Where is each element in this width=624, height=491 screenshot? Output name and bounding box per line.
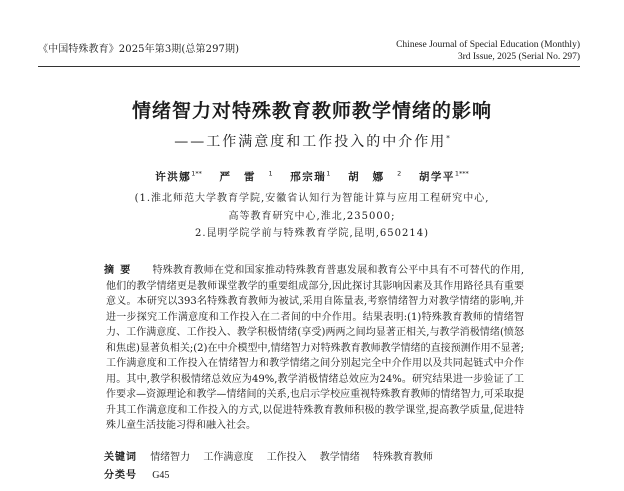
author-affil-mark: 2 [397,169,402,178]
author-name: 邢宗瑞 [290,171,327,183]
author-affil-mark: 1** [191,169,202,178]
affiliation-line: (1.淮北师范大学教育学院,安徽省认知行为智能计算与应用工程研究中心, [134,193,490,204]
abstract-label: 摘要 [104,265,137,276]
author-name: 许洪娜 [155,171,192,183]
author [348,171,401,183]
keyword: 工作满意度 [203,452,254,463]
abstract-text: 特殊教育教师在党和国家推动特殊教育普惠发展和教育公平中具有不可替代的作用,他们的教学情绪更是教师课堂教学的重要组成部分,因此探讨其影响因素及其作用路径具有重要意义。本研究以393名特殊教育教师为被试,采用自陈量表,考察情绪智力对教学情绪的影响,并进一步探究工作满意度和工作投入在二者间的中介作用。结果表明:(1)特殊教育教师的情绪智力、工作满意度、工作投入、教学积极情绪(享受)两两之间均显著正相关,与教学消极情绪(愤怒和焦虑)显著负相关;(2)在中介模型中,情绪智力对特殊教育教师教学情绪的直接预测作用不显著;工作满意度和工作投入在情绪智力和教学情绪之间分别起完全中介作用以及共同起链式中介作用。其中,教学积极情绪总效应为49%,教学消极情绪总效应为24%。研究结果进一步验证了工作要求—资源理论和教学—情绪间的关系,也启示学校应重视特殊教育教师的情绪智力,可采取提升其工作满意度和工作投入的方式,以促进特殊教育教师积极的教学课堂,提高教学质量,促进特殊儿童生活技能习得和融入社会。 [106,265,524,431]
author-name: 胡学平 [418,171,455,183]
affiliation-line: 2.昆明学院学前与特殊教育学院,昆明,650214) [195,228,429,239]
keyword: 情绪智力 [150,452,191,463]
header-rule [38,66,580,67]
abstract [106,263,524,434]
keyword: 工作投入 [266,452,307,463]
journal-header-en [396,39,580,63]
journal-header-cn: 《中国特殊教育》2025年第3期(总第297期) [38,44,240,55]
paper-title: 情绪智力对特殊教育教师教学情绪的影响 [131,100,492,122]
affiliation-line: 高等教育研究中心,淮北,235000; [228,210,396,222]
journal-name-en: Chinese Journal of Special Education (Monthly) [396,40,580,50]
author [155,171,202,183]
paper-subtitle [0,131,624,151]
classification-label: 分类号 [104,470,137,481]
classification-value: G45 [152,470,170,481]
author-affil-mark: 1*** [454,169,469,178]
classification [106,466,169,481]
keyword: 教学情绪 [319,452,360,463]
author-affil-mark: 1 [326,169,331,178]
keywords-label: 关键词 [104,452,137,463]
author-name: 严雷 [219,171,269,183]
author-affil-mark: 1 [268,169,273,178]
author [290,171,330,183]
author [419,171,469,183]
subtitle-text: ——工作满意度和工作投入的中介作用 [174,134,447,150]
journal-issue-en: 3rd Issue, 2025 (Serial No. 297) [457,52,580,62]
author-name: 胡娜 [348,171,398,183]
subtitle-footnote-mark: * [446,134,450,143]
affiliations [0,190,624,243]
author-list [0,169,624,184]
keywords [106,448,433,463]
keyword: 特殊教育教师 [372,452,433,463]
author [220,171,273,183]
